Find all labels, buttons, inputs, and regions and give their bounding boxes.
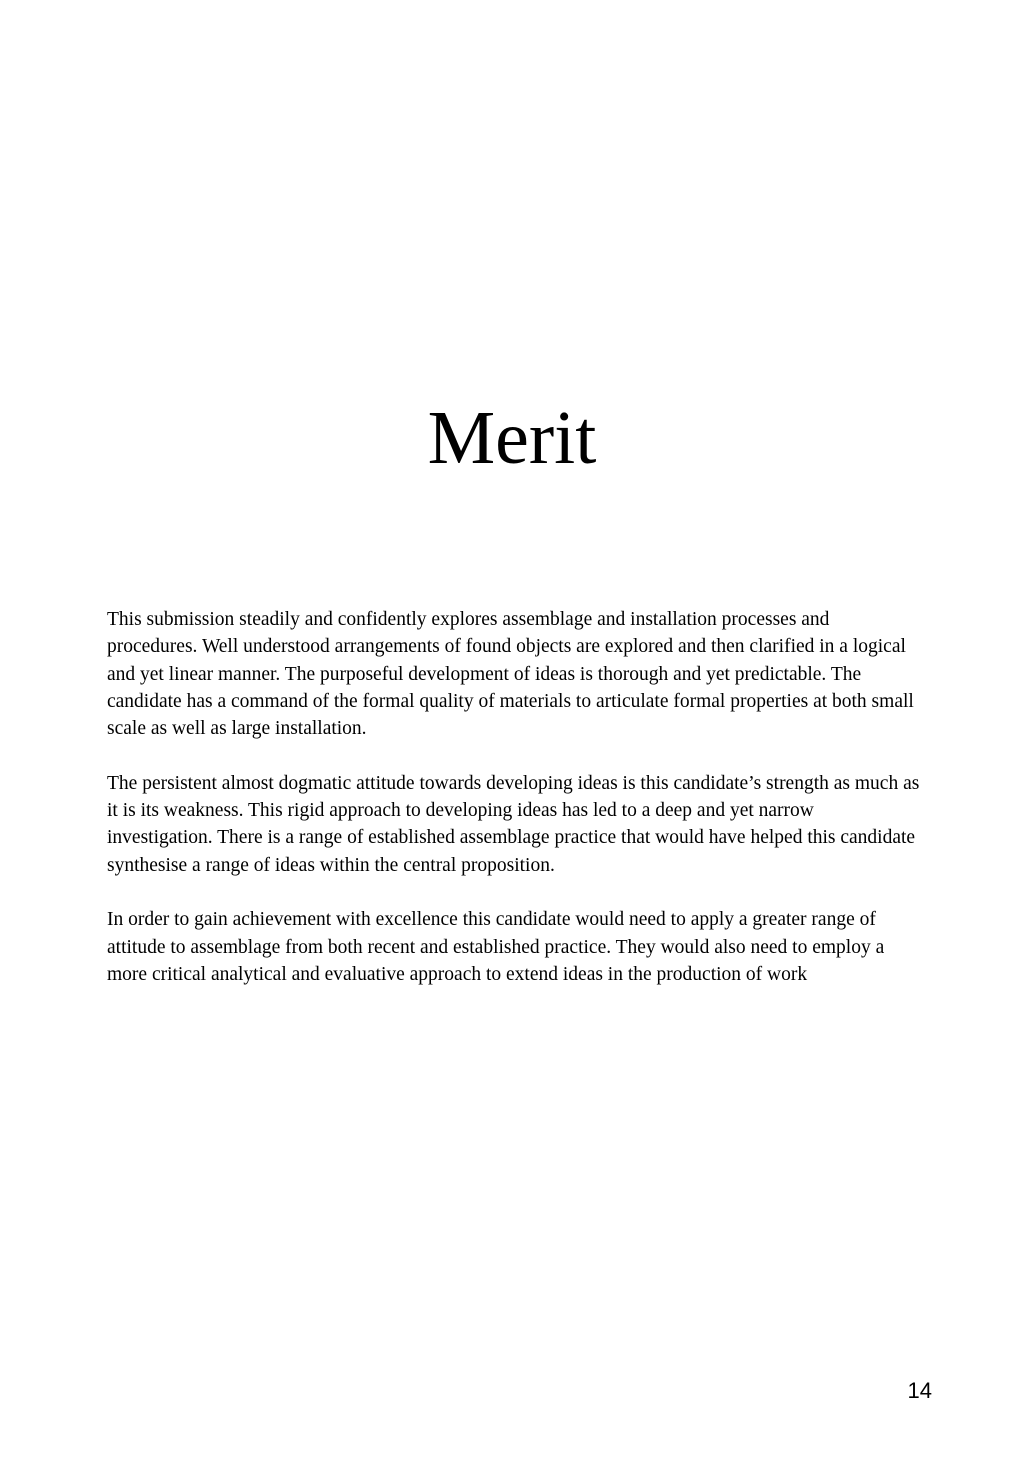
page-title: Merit	[427, 396, 597, 480]
page-number: 14	[907, 1378, 932, 1403]
body-text	[107, 606, 922, 1015]
paragraph-1: This submission steadily and confidently explores assemblage and installation processes and procedures. Well understood arrangements of found objects are explored and then clarified in a logical and yet linear manner. The purposeful development of ideas is thorough and yet predictable. The candidate has a command of the formal quality of materials to articulate formal properties at both small scale as well as large installation.	[107, 609, 914, 740]
paragraph-3: In order to gain achievement with excellence this candidate would need to apply a greater range of attitude to assemblage from both recent and established practice. They would also need to employ a more critical analytical and evaluative approach to extend ideas in the production of work	[107, 909, 885, 985]
paragraph-2: The persistent almost dogmatic attitude towards developing ideas is this candidate’s strength as much as it is its weakness. This rigid approach to developing ideas has led to a deep and yet narrow investigation. There is a range of established assemblage practice that would have helped this candidate synthesise a range of ideas within the central proposition.	[107, 772, 920, 876]
